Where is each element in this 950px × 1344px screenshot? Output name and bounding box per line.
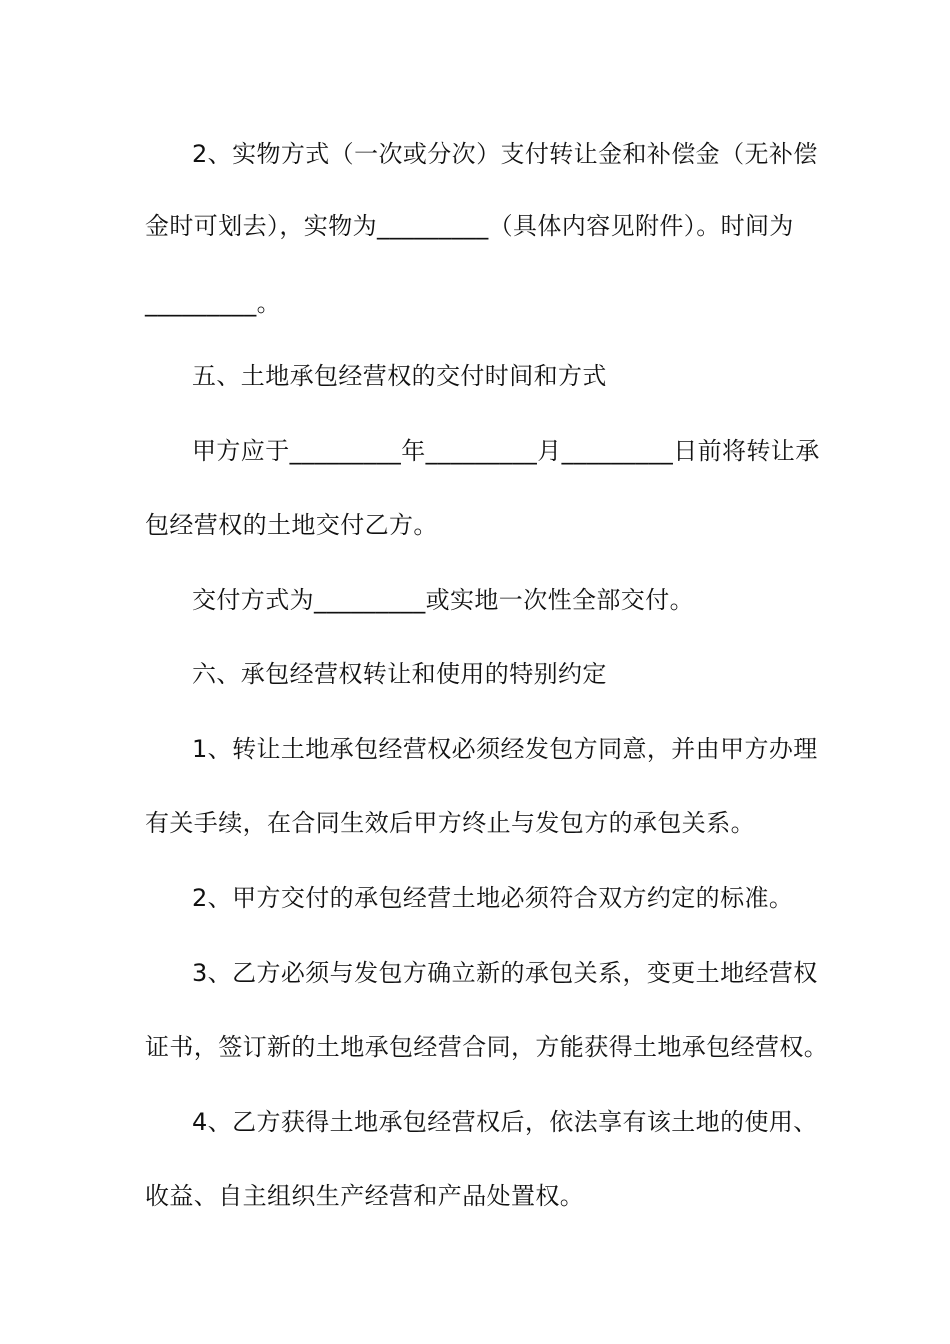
paragraph-line: 4、乙方获得土地承包经营权后，依法享有该土地的使用、: [192, 1108, 818, 1136]
paragraph-line: 金时可划去），实物为_________（具体内容见附件）。时间为: [145, 212, 794, 240]
paragraph-line: 包经营权的土地交付乙方。: [145, 511, 438, 539]
paragraph-line: 交付方式为_________或实地一次性全部交付。: [192, 586, 694, 614]
paragraph-line: 2、实物方式（一次或分次）支付转让金和补偿金（无补偿: [192, 140, 818, 168]
paragraph-line: 2、甲方交付的承包经营土地必须符合双方约定的标准。: [192, 884, 794, 912]
section-heading: 六、承包经营权转让和使用的特别约定: [192, 660, 607, 688]
paragraph-line: 1、转让土地承包经营权必须经发包方同意，并由甲方办理: [192, 735, 818, 763]
paragraph-line: 3、乙方必须与发包方确立新的承包关系，变更土地经营权: [192, 959, 818, 987]
paragraph-line: 甲方应于_________年_________月_________日前将转让承: [192, 437, 820, 465]
paragraph-line: 收益、自主组织生产经营和产品处置权。: [145, 1182, 585, 1210]
paragraph-line: 证书，签订新的土地承包经营合同，方能获得土地承包经营权。: [145, 1033, 829, 1061]
section-heading: 五、土地承包经营权的交付时间和方式: [192, 362, 607, 390]
paragraph-line: _________。: [145, 289, 281, 317]
paragraph-line: 有关手续，在合同生效后甲方终止与发包方的承包关系。: [145, 809, 755, 837]
